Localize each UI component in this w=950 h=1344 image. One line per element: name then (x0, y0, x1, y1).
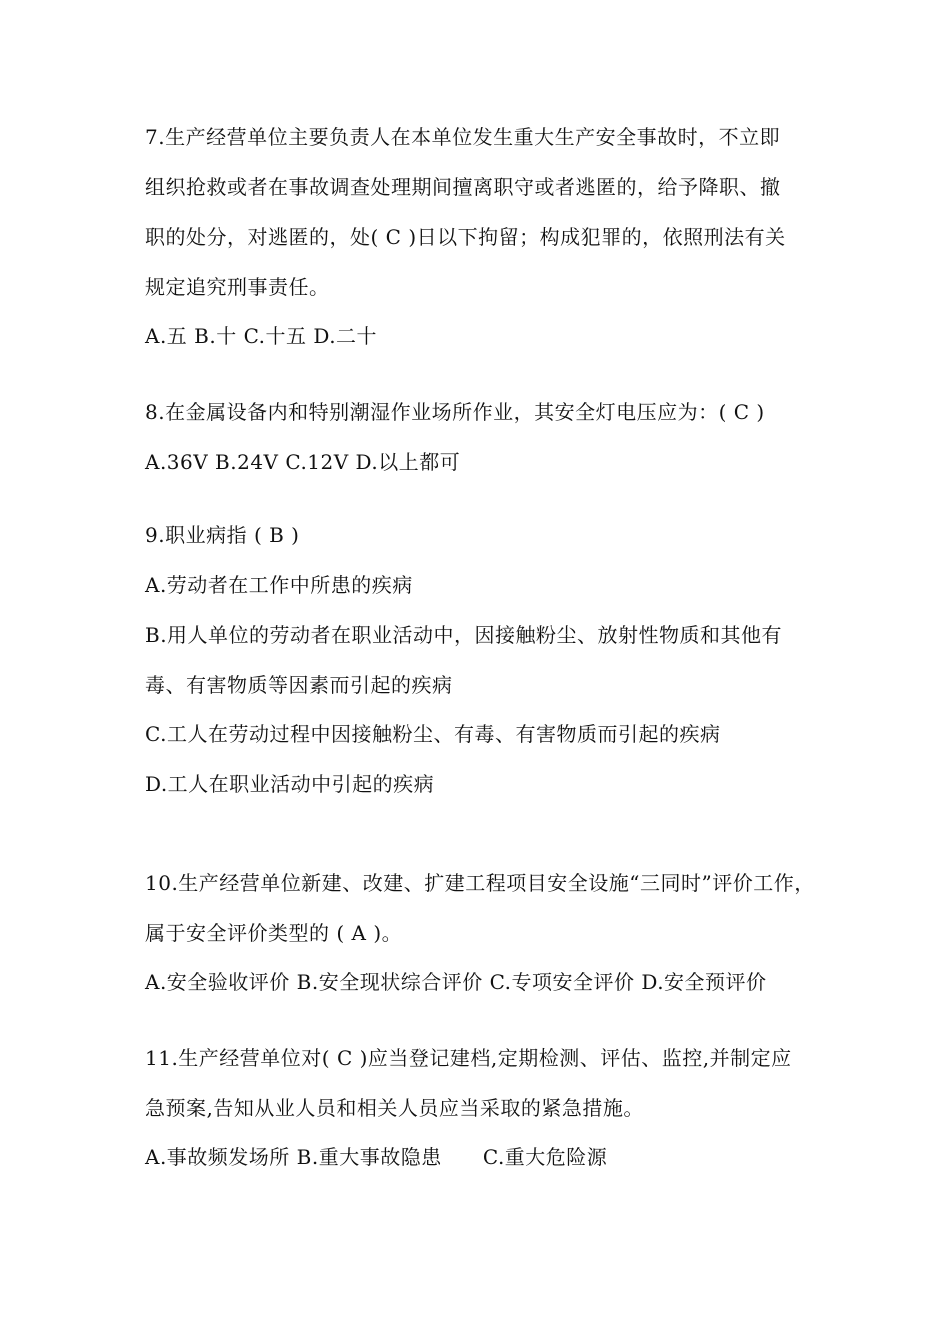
question-11-options: A.事故频发场所 B.重大事故隐患 C.重大危险源 (145, 1145, 608, 1169)
question-7-text: 职的处分，对逃匿的，处( C )日以下拘留；构成犯罪的，依照刑法有关 (145, 225, 786, 249)
question-9-option-b: 毒、有害物质等因素而引起的疾病 (145, 673, 453, 697)
question-10-options: A.安全验收评价 B.安全现状综合评价 C.专项安全评价 D.安全预评价 (145, 970, 767, 994)
question-11-text: 11.生产经营单位对( C )应当登记建档,定期检测、评估、监控,并制定应 (145, 1046, 792, 1070)
question-10-text: 10.生产经营单位新建、改建、扩建工程项目安全设施“三同时”评价工作， (145, 871, 815, 895)
question-10-text: 属于安全评价类型的 ( A )。 (145, 921, 403, 945)
question-7-options: A.五 B.十 C.十五 D.二十 (145, 324, 378, 348)
question-9-text: 9.职业病指 ( B ) (145, 523, 300, 547)
question-9-option-d: D.工人在职业活动中引起的疾病 (145, 772, 435, 796)
question-8-options: A.36V B.24V C.12V D.以上都可 (145, 450, 461, 474)
question-8-text: 8.在金属设备内和特别潮湿作业场所作业，其安全灯电压应为：( C ) (145, 400, 765, 424)
question-11-text: 急预案,告知从业人员和相关人员应当采取的紧急措施。 (145, 1096, 644, 1120)
question-7-text: 规定追究刑事责任。 (145, 275, 330, 299)
question-9-option-c: C.工人在劳动过程中因接触粉尘、有毒、有害物质而引起的疾病 (145, 722, 721, 746)
question-9-option-a: A.劳动者在工作中所患的疾病 (145, 573, 413, 597)
question-7-text: 7.生产经营单位主要负责人在本单位发生重大生产安全事故时，不立即 (145, 125, 781, 149)
question-7-text: 组织抢救或者在事故调查处理期间擅离职守或者逃匿的，给予降职、撤 (145, 175, 781, 199)
question-9-option-b: B.用人单位的劳动者在职业活动中，因接触粉尘、放射性物质和其他有 (145, 623, 783, 647)
